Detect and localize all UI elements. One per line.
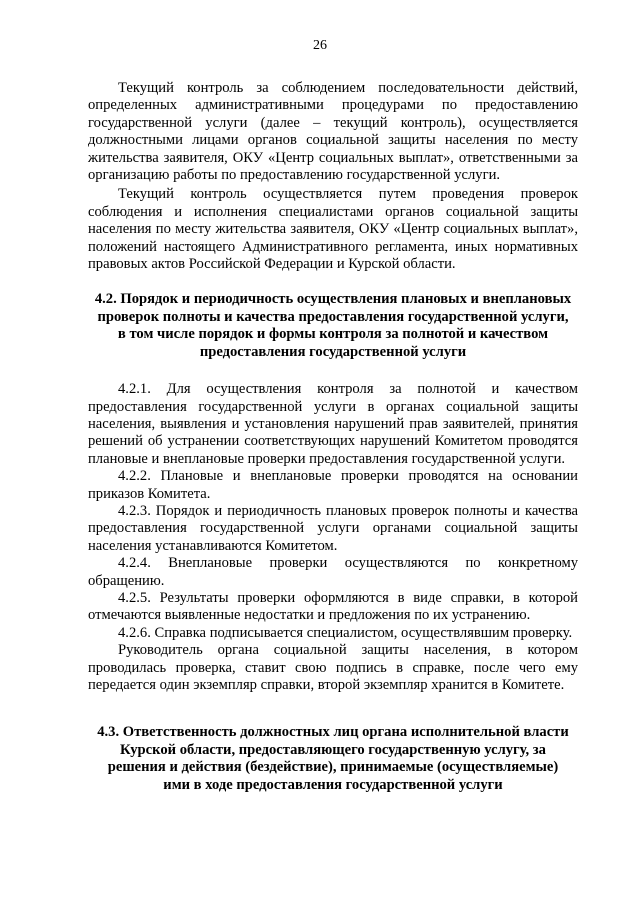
page-number: 26 bbox=[313, 38, 327, 53]
section-4-3-heading: 4.3. Ответственность должностных лиц органа исполнительной власти Курской области, предоставляющего государственную услугу, за решения и действия (бездействие), принимаемые (осуществляемые) ими в ходе предоставления государственной услуги bbox=[97, 724, 569, 793]
clause-4-2-2: 4.2.2. Плановые и внеплановые проверки проводятся на основании приказов Комитета. bbox=[88, 468, 578, 502]
document-body bbox=[88, 80, 578, 794]
clause-4-2-3: 4.2.3. Порядок и периодичность плановых проверок полноты и качества предоставления государственной услуги органами социальной защиты населения устанавливаются Комитетом. bbox=[88, 502, 578, 554]
clause-4-2-4: 4.2.4. Внеплановые проверки осуществляются по конкретному обращению. bbox=[88, 555, 578, 589]
paragraph-current-control-method: Текущий контроль осуществляется путем проведения проверок соблюдения и исполнения специалистами органов социальной защиты населения по месту жительства заявителя, ОКУ «Центр социальных выплат», положений настоящего Административного регламента, иных нормативных правовых актов Российской Федерации и Курской области. bbox=[88, 186, 578, 273]
paragraph-current-control: Текущий контроль за соблюдением последовательности действий, определенных административными процедурами по предоставлению государственной услуги (далее – текущий контроль), осуществляется должностными лицами органов социальной защиты населения по месту жительства заявителя, ОКУ «Центр социальных выплат», ответственными за организацию работы по предоставлению государственной услуги. bbox=[88, 80, 578, 184]
paragraph-head-signature: Руководитель органа социальной защиты населения, в котором проводилась проверка, ставит свою подпись в справке, после чего ему передается один экземпляр справки, второй экземпляр хранится в Комитете. bbox=[88, 642, 578, 693]
clause-4-2-1: 4.2.1. Для осуществления контроля за полнотой и качеством предоставления государственной услуги в органах социальной защиты населения, выявления и установления нарушений прав заявителей, принятия решений об устранении соответствующих нарушений Комитетом проводятся плановые и внеплановые проверки предоставления государственной услуги. bbox=[88, 381, 578, 467]
section-4-2-heading: 4.2. Порядок и периодичность осуществления плановых и внеплановых проверок полноты и качества предоставления государственной услуги, в том числе порядок и формы контроля за полнотой и качеством предоставления государственной услуги bbox=[94, 291, 572, 360]
clause-4-2-5: 4.2.5. Результаты проверки оформляются в виде справки, в которой отмечаются выявленные недостатки и предложения по их устранению. bbox=[88, 589, 578, 624]
clause-4-2-6: 4.2.6. Справка подписывается специалистом, осуществлявшим проверку. bbox=[118, 624, 573, 641]
